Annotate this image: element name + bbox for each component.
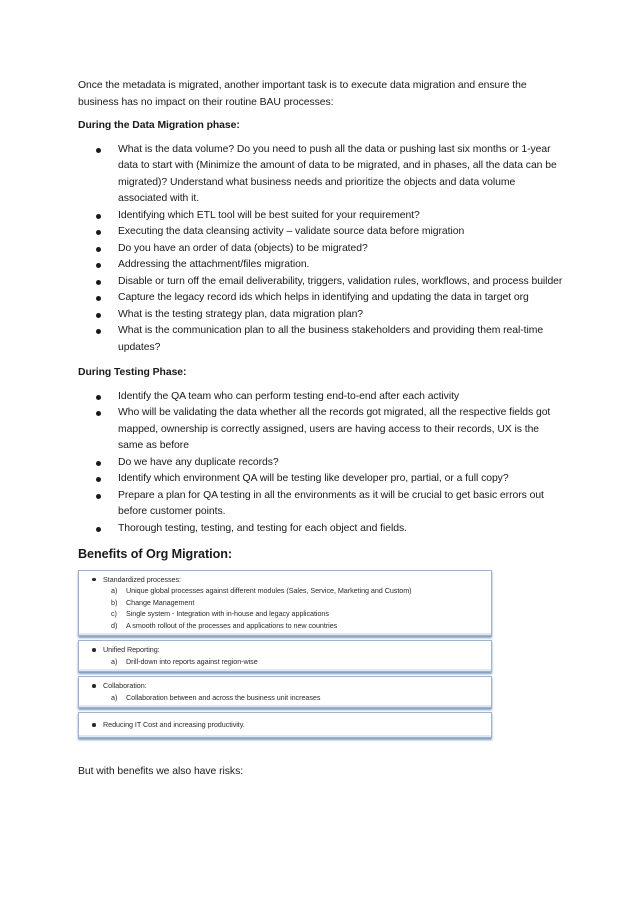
bullet-icon: [96, 411, 101, 416]
bullet-icon: [92, 684, 96, 688]
bullet-icon: [92, 578, 96, 582]
benefit-title: Standardized processes:: [103, 574, 181, 584]
benefit-title: Unified Reporting:: [103, 645, 160, 654]
document-content: [78, 78, 564, 780]
trailing-paragraph: But with benefits we also have risks:: [78, 765, 244, 777]
bullet-icon: [96, 280, 101, 285]
bullet-icon: [96, 247, 101, 252]
list-item: Identify the QA team who can perform testing end-to-end after each activity: [78, 389, 564, 406]
bullet-icon: [96, 461, 101, 466]
list-item: What is the communication plan to all the business stakeholders and providing them real-time updates?: [78, 323, 564, 356]
bullet-icon: [92, 648, 96, 652]
bullet-icon: [96, 329, 101, 334]
benefit-sub-item: a) Unique global processes against different modules (Sales, Service, Marketing and Custom): [111, 586, 412, 595]
benefit-title: Reducing IT Cost and increasing productivity.: [103, 720, 245, 729]
bullet-icon: [96, 313, 101, 318]
migration-phase-list: [78, 142, 564, 357]
benefit-box-collaboration: [78, 676, 492, 708]
benefit-box-standardized: [78, 570, 492, 637]
bullet-icon: [96, 296, 101, 301]
bullet-icon: [96, 494, 101, 499]
list-item: Prepare a plan for QA testing in all the environments as it will be crucial to get basic errors out before customer points.: [78, 488, 564, 521]
intro-paragraph: Once the metadata is migrated, another important task is to execute data migration and ensure the business has no impact on their routine BAU processes:: [78, 80, 527, 108]
list-item: Thorough testing, testing, and testing for each object and fields.: [78, 521, 564, 538]
list-item: What is the data volume? Do you need to push all the data or pushing last six months or 1-year data to start with (Minimize the amount of data to be migrated, and in phases, all the data can be migrated)? Understand what business needs and prioritize the objects and data volume associated with it.: [78, 142, 564, 208]
bullet-icon: [96, 214, 101, 219]
list-item: Identifying which ETL tool will be best suited for your requirement?: [78, 208, 564, 225]
bullet-icon: [96, 263, 101, 268]
list-item: Who will be validating the data whether all the records got migrated, all the respective fields got mapped, ownership is correctly assigned, users are having access to their records, UX is the same as before: [78, 405, 564, 455]
benefit-sub-item: a) Drill-down into reports against region-wise: [111, 656, 258, 666]
benefit-sub-item: a) Collaboration between and across the business unit increases: [111, 692, 321, 702]
benefits-diagram: [78, 570, 492, 738]
benefits-heading: Benefits of Org Migration:: [78, 547, 233, 561]
migration-phase-heading: During the Data Migration phase:: [78, 120, 240, 131]
benefit-sub-item: c) Single system - Integration with in-house and legacy applications: [111, 609, 329, 618]
benefit-box-cost: [78, 712, 492, 738]
list-item: Capture the legacy record ids which helps in identifying and updating the data in target org: [78, 290, 564, 307]
list-item: Disable or turn off the email deliverability, triggers, validation rules, workflows, and process builder: [78, 274, 564, 291]
bullet-icon: [92, 723, 96, 727]
bullet-icon: [96, 230, 101, 235]
list-item: What is the testing strategy plan, data migration plan?: [78, 307, 564, 324]
bullet-icon: [96, 148, 101, 153]
benefit-title: Collaboration:: [103, 681, 147, 690]
bullet-icon: [96, 477, 101, 482]
benefit-box-reporting: [78, 640, 492, 672]
list-item: Identify which environment QA will be testing like developer pro, partial, or a full copy?: [78, 471, 564, 488]
list-item: Executing the data cleansing activity – validate source data before migration: [78, 224, 564, 241]
testing-phase-list: [78, 389, 564, 538]
bullet-icon: [96, 395, 101, 400]
list-item: Addressing the attachment/files migration.: [78, 257, 564, 274]
list-item: Do you have an order of data (objects) to be migrated?: [78, 241, 564, 258]
benefit-sub-item: d) A smooth rollout of the processes and applications to new countries: [111, 620, 338, 630]
bullet-icon: [96, 527, 101, 532]
list-item: Do we have any duplicate records?: [78, 455, 564, 472]
benefit-sub-item: b) Change Management: [111, 597, 195, 607]
testing-phase-heading: During Testing Phase:: [78, 367, 187, 378]
